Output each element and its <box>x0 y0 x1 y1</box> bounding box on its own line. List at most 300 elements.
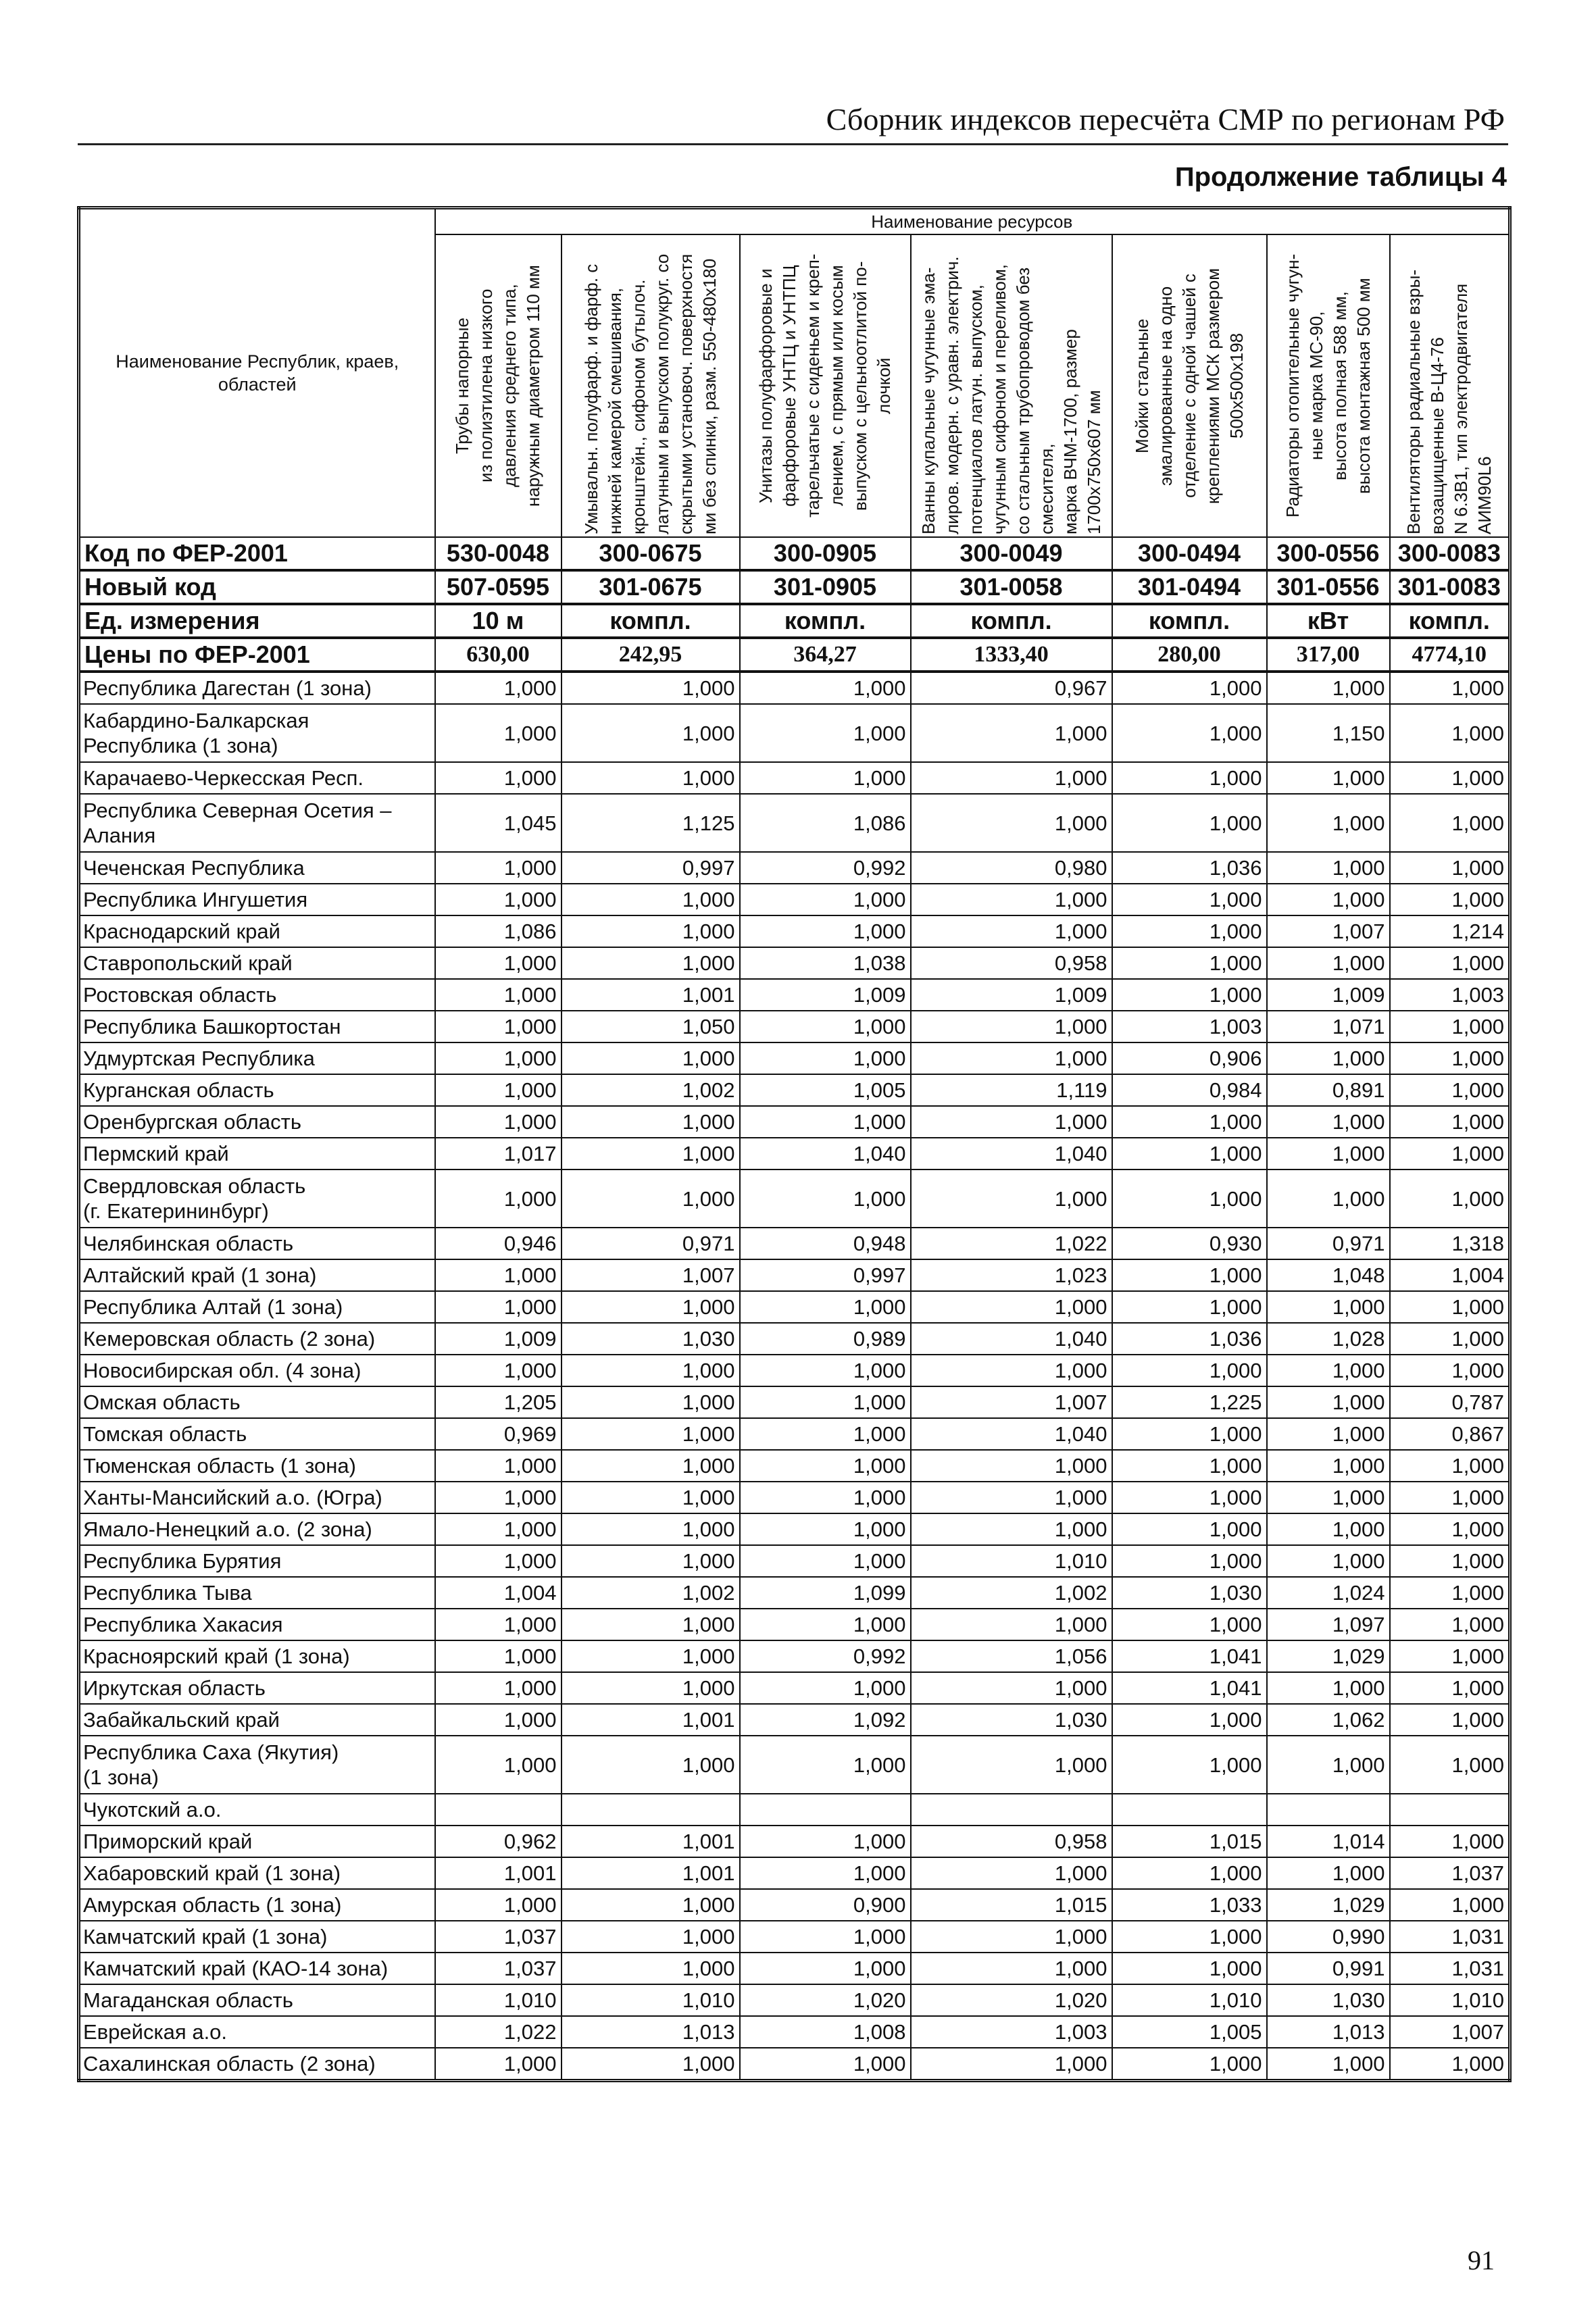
index-value: 0,900 <box>740 1889 911 1921</box>
index-value: 0,867 <box>1390 1418 1510 1450</box>
price-row-value: 242,95 <box>562 638 740 672</box>
index-value: 1,009 <box>1267 979 1390 1011</box>
index-value: 1,031 <box>1390 1921 1510 1953</box>
index-value: 1,000 <box>1390 1704 1510 1736</box>
index-value: 1,000 <box>911 794 1112 852</box>
index-value: 1,031 <box>1390 1953 1510 1984</box>
table-row <box>79 1577 1510 1609</box>
index-value: 1,010 <box>1112 1984 1267 2016</box>
index-value: 1,000 <box>562 762 740 794</box>
table-row <box>79 1736 1510 1794</box>
index-value: 1,000 <box>435 672 562 704</box>
region-name: Краснодарский край <box>79 915 435 947</box>
region-name: Иркутская область <box>79 1672 435 1704</box>
index-value: 1,041 <box>1112 1672 1267 1704</box>
region-name: Удмуртская Республика <box>79 1042 435 1074</box>
index-value <box>911 1794 1112 1826</box>
index-value: 1,000 <box>562 1736 740 1794</box>
index-value: 0,906 <box>1112 1042 1267 1074</box>
region-name: Томская область <box>79 1418 435 1450</box>
index-value: 1,000 <box>1112 704 1267 762</box>
region-name: Хабаровский край (1 зона) <box>79 1857 435 1889</box>
index-value: 1,000 <box>562 1482 740 1513</box>
price-row <box>79 638 1510 672</box>
index-value: 1,000 <box>740 1609 911 1640</box>
index-value: 1,000 <box>1267 884 1390 915</box>
table-row <box>79 1042 1510 1074</box>
region-name: Ямало-Ненецкий а.о. (2 зона) <box>79 1513 435 1545</box>
index-value: 1,000 <box>911 1857 1112 1889</box>
index-value: 1,000 <box>1112 947 1267 979</box>
index-value: 0,990 <box>1267 1921 1390 1953</box>
index-value: 1,000 <box>562 884 740 915</box>
index-value: 0,997 <box>562 852 740 884</box>
index-value: 1,000 <box>1112 762 1267 794</box>
index-value: 1,000 <box>1390 704 1510 762</box>
index-value: 1,000 <box>740 1042 911 1074</box>
index-value: 1,000 <box>740 1482 911 1513</box>
index-value: 1,004 <box>1390 1259 1510 1291</box>
index-value: 1,007 <box>911 1386 1112 1418</box>
index-value: 1,000 <box>1112 1704 1267 1736</box>
code-row-value: 300-0494 <box>1112 537 1267 570</box>
index-value: 1,000 <box>562 1513 740 1545</box>
index-value: 1,000 <box>1267 1106 1390 1138</box>
index-value: 1,002 <box>911 1577 1112 1609</box>
index-value: 0,958 <box>911 947 1112 979</box>
table-row <box>79 1640 1510 1672</box>
region-name: Чукотский а.о. <box>79 1794 435 1826</box>
index-value: 1,036 <box>1112 852 1267 884</box>
index-value: 1,037 <box>435 1921 562 1953</box>
index-value: 1,038 <box>740 947 911 979</box>
index-value: 1,000 <box>1112 1921 1267 1953</box>
index-value: 1,000 <box>1267 1169 1390 1228</box>
index-value <box>1267 1794 1390 1826</box>
unit-row <box>79 604 1510 638</box>
index-value: 1,000 <box>740 915 911 947</box>
table-row <box>79 947 1510 979</box>
table-row <box>79 1106 1510 1138</box>
index-value: 1,005 <box>1112 2016 1267 2048</box>
price-row-value: 630,00 <box>435 638 562 672</box>
index-value: 0,969 <box>435 1418 562 1450</box>
new-code-row-value: 301-0905 <box>740 570 911 604</box>
index-value: 1,007 <box>1267 915 1390 947</box>
index-value: 1,014 <box>1267 1826 1390 1857</box>
region-name: Оренбургская область <box>79 1106 435 1138</box>
index-value: 1,000 <box>740 1545 911 1577</box>
new-code-row-label: Новый код <box>79 570 435 604</box>
index-value: 0,997 <box>740 1259 911 1291</box>
index-value: 1,000 <box>740 1355 911 1386</box>
region-name: Ростовская область <box>79 979 435 1011</box>
index-value: 1,000 <box>1390 852 1510 884</box>
index-value: 1,000 <box>1267 672 1390 704</box>
price-row-value: 317,00 <box>1267 638 1390 672</box>
resource-description: Мойки стальные эмалированные на одно отделение с одной чашей с креплениями МСК размером 500х500х198 <box>1131 268 1247 504</box>
index-value: 1,000 <box>740 1513 911 1545</box>
index-value: 1,000 <box>562 1106 740 1138</box>
index-value: 1,000 <box>740 1418 911 1450</box>
index-value: 1,000 <box>1390 1672 1510 1704</box>
index-value: 0,971 <box>562 1228 740 1259</box>
index-value: 1,000 <box>562 1138 740 1169</box>
index-value: 1,000 <box>1112 1418 1267 1450</box>
table-row <box>79 915 1510 947</box>
index-value: 1,071 <box>1267 1011 1390 1042</box>
index-value: 1,001 <box>562 1704 740 1736</box>
index-value: 1,000 <box>740 1169 911 1228</box>
table-row <box>79 1889 1510 1921</box>
unit-row-value: компл. <box>1390 604 1510 638</box>
region-name: Забайкальский край <box>79 1704 435 1736</box>
table-row <box>79 1545 1510 1577</box>
index-value: 1,009 <box>911 979 1112 1011</box>
index-value: 1,000 <box>911 762 1112 794</box>
index-value: 1,040 <box>911 1418 1112 1450</box>
index-value: 1,003 <box>1112 1011 1267 1042</box>
index-value: 1,030 <box>1267 1984 1390 2016</box>
new-code-row-value: 301-0556 <box>1267 570 1390 604</box>
index-value: 1,050 <box>562 1011 740 1042</box>
index-value: 1,000 <box>1390 1138 1510 1169</box>
price-row-label: Цены по ФЕР-2001 <box>79 638 435 672</box>
index-value: 1,000 <box>740 1450 911 1482</box>
unit-row-value: кВт <box>1267 604 1390 638</box>
index-value: 1,010 <box>435 1984 562 2016</box>
index-value: 1,000 <box>1390 1513 1510 1545</box>
index-value: 0,958 <box>911 1826 1112 1857</box>
resource-column-header <box>911 234 1112 537</box>
table-row <box>79 1513 1510 1545</box>
unit-row-value: компл. <box>911 604 1112 638</box>
index-value: 1,000 <box>1112 1259 1267 1291</box>
index-value: 1,000 <box>1267 1418 1390 1450</box>
index-value <box>1390 1794 1510 1826</box>
regional-index-table <box>77 206 1512 2082</box>
index-value: 1,015 <box>911 1889 1112 1921</box>
index-value: 0,930 <box>1112 1228 1267 1259</box>
index-value: 1,000 <box>911 1355 1112 1386</box>
index-value: 1,000 <box>435 1672 562 1704</box>
table-row <box>79 1984 1510 2016</box>
index-value: 1,000 <box>740 1106 911 1138</box>
index-value: 1,000 <box>911 915 1112 947</box>
index-value: 1,000 <box>911 1953 1112 1984</box>
index-value: 1,000 <box>562 1450 740 1482</box>
index-value: 1,000 <box>435 1889 562 1921</box>
index-value: 1,037 <box>435 1953 562 1984</box>
index-value: 1,000 <box>1112 1355 1267 1386</box>
region-name: Республика Саха (Якутия) (1 зона) <box>79 1736 435 1794</box>
resource-description: Трубы напорные из полиэтилена низкого давления среднего типа, наружным диаметром 110 мм <box>452 265 543 507</box>
index-value: 1,022 <box>911 1228 1112 1259</box>
index-value: 1,000 <box>1390 1169 1510 1228</box>
table-row <box>79 1386 1510 1418</box>
index-value: 1,000 <box>1267 1138 1390 1169</box>
index-value: 1,000 <box>1267 1450 1390 1482</box>
index-value: 1,000 <box>740 1953 911 1984</box>
table-continuation-title: Продолжение таблицы 4 <box>1174 162 1507 192</box>
index-value: 1,000 <box>435 947 562 979</box>
index-value: 0,984 <box>1112 1074 1267 1106</box>
index-value: 1,000 <box>1112 672 1267 704</box>
index-value: 1,000 <box>1267 2048 1390 2081</box>
index-value: 1,041 <box>1112 1640 1267 1672</box>
index-value: 1,000 <box>740 1736 911 1794</box>
index-value: 1,000 <box>911 1609 1112 1640</box>
index-value: 1,000 <box>562 1169 740 1228</box>
index-value: 1,028 <box>1267 1323 1390 1355</box>
index-value: 1,119 <box>911 1074 1112 1106</box>
index-value: 1,000 <box>1112 915 1267 947</box>
index-value: 1,013 <box>562 2016 740 2048</box>
index-value: 1,000 <box>435 2048 562 2081</box>
resource-column-header <box>740 234 911 537</box>
index-value: 1,086 <box>740 794 911 852</box>
index-value: 1,008 <box>740 2016 911 2048</box>
index-value: 1,020 <box>911 1984 1112 2016</box>
index-value: 1,000 <box>1390 1074 1510 1106</box>
index-value: 1,040 <box>911 1323 1112 1355</box>
index-value: 1,000 <box>435 762 562 794</box>
resource-description: Вентиляторы радиальные взры- возащищенные В-Ц4-76 N 6.3В1, тип электродвигателя АИМ90L6 <box>1403 269 1495 534</box>
index-value: 1,214 <box>1390 915 1510 947</box>
index-value: 1,000 <box>1112 794 1267 852</box>
resource-column-header <box>1390 234 1510 537</box>
index-value: 1,001 <box>562 1857 740 1889</box>
new-code-row-value: 507-0595 <box>435 570 562 604</box>
index-value: 1,000 <box>1267 852 1390 884</box>
unit-row-value: компл. <box>740 604 911 638</box>
index-value: 1,000 <box>1390 1106 1510 1138</box>
index-value: 1,000 <box>562 1953 740 1984</box>
index-value: 1,029 <box>1267 1889 1390 1921</box>
resource-column-header <box>435 234 562 537</box>
table-row <box>79 1704 1510 1736</box>
index-value: 1,205 <box>435 1386 562 1418</box>
index-value: 1,000 <box>1267 762 1390 794</box>
region-name: Новосибирская обл. (4 зона) <box>79 1355 435 1386</box>
index-value: 1,007 <box>562 1259 740 1291</box>
index-value: 1,000 <box>740 672 911 704</box>
index-value: 1,000 <box>1267 1386 1390 1418</box>
index-value: 1,000 <box>911 1672 1112 1704</box>
index-value: 1,000 <box>911 1291 1112 1323</box>
index-value: 1,000 <box>911 1921 1112 1953</box>
region-name: Ставропольский край <box>79 947 435 979</box>
region-name: Ханты-Мансийский а.о. (Югра) <box>79 1482 435 1513</box>
index-value: 1,001 <box>562 979 740 1011</box>
index-value: 1,000 <box>435 1011 562 1042</box>
code-row <box>79 537 1510 570</box>
index-value: 1,000 <box>1390 884 1510 915</box>
index-value: 1,001 <box>562 1826 740 1857</box>
region-name: Амурская область (1 зона) <box>79 1889 435 1921</box>
index-value: 1,000 <box>435 1291 562 1323</box>
index-value: 1,013 <box>1267 2016 1390 2048</box>
unit-row-value: компл. <box>562 604 740 638</box>
index-value: 1,003 <box>1390 979 1510 1011</box>
index-value: 1,000 <box>562 2048 740 2081</box>
index-value: 1,000 <box>1112 1953 1267 1984</box>
page-number: 91 <box>1468 2245 1495 2275</box>
index-value: 0,991 <box>1267 1953 1390 1984</box>
table-row <box>79 1228 1510 1259</box>
resources-group-header: Наименование ресурсов <box>435 208 1510 235</box>
index-value: 1,010 <box>911 1545 1112 1577</box>
index-value: 1,099 <box>740 1577 911 1609</box>
index-value: 1,000 <box>1112 1609 1267 1640</box>
index-value: 1,000 <box>1112 1291 1267 1323</box>
region-name: Кабардино-Балкарская Республика (1 зона) <box>79 704 435 762</box>
index-value: 0,891 <box>1267 1074 1390 1106</box>
table-row <box>79 1450 1510 1482</box>
new-code-row-value: 301-0058 <box>911 570 1112 604</box>
index-value: 1,000 <box>1390 2048 1510 2081</box>
index-value: 1,000 <box>435 852 562 884</box>
index-value: 1,010 <box>1390 1984 1510 2016</box>
code-row-label: Код по ФЕР-2001 <box>79 537 435 570</box>
table-row <box>79 852 1510 884</box>
index-value: 1,000 <box>435 1042 562 1074</box>
index-value: 1,000 <box>911 1450 1112 1482</box>
region-name: Челябинская область <box>79 1228 435 1259</box>
table-row <box>79 979 1510 1011</box>
table-row <box>79 2048 1510 2081</box>
region-name: Карачаево-Черкесская Респ. <box>79 762 435 794</box>
region-name: Омская область <box>79 1386 435 1418</box>
index-value: 1,000 <box>435 1169 562 1228</box>
index-value: 1,000 <box>1390 1011 1510 1042</box>
table-row <box>79 1921 1510 1953</box>
index-value: 1,000 <box>1390 1889 1510 1921</box>
index-value: 1,000 <box>740 884 911 915</box>
index-value: 1,318 <box>1390 1228 1510 1259</box>
table-row <box>79 1672 1510 1704</box>
header-rule <box>78 143 1508 145</box>
region-name: Приморский край <box>79 1826 435 1857</box>
code-row-value: 300-0556 <box>1267 537 1390 570</box>
resource-column-header <box>1267 234 1390 537</box>
index-value: 1,000 <box>562 1042 740 1074</box>
index-value: 1,030 <box>1112 1577 1267 1609</box>
index-value: 1,000 <box>911 1106 1112 1138</box>
region-name: Камчатский край (1 зона) <box>79 1921 435 1953</box>
resource-description: Унитазы полуфарфоровые и фарфоровые УНТЦ и УНТПЦ тарельчатые с сиденьем и креп- лением, с прямым или косым выпуском с цельноотлитой по- лочкой <box>755 253 894 518</box>
table-row <box>79 794 1510 852</box>
index-value: 1,000 <box>1267 1513 1390 1545</box>
table-row <box>79 672 1510 704</box>
table-row <box>79 1857 1510 1889</box>
index-value: 1,000 <box>1112 1138 1267 1169</box>
index-value <box>740 1794 911 1826</box>
index-value: 1,000 <box>911 1011 1112 1042</box>
index-value: 1,000 <box>562 1640 740 1672</box>
region-column-header: Наименование Республик, краев, областей <box>79 208 435 538</box>
running-head: Сборник индексов пересчёта СМР по регионам РФ <box>826 102 1505 136</box>
index-value: 1,000 <box>435 1513 562 1545</box>
table-row <box>79 1418 1510 1450</box>
index-value: 1,000 <box>1112 1736 1267 1794</box>
index-value: 1,000 <box>1267 1291 1390 1323</box>
index-value: 1,150 <box>1267 704 1390 762</box>
index-value <box>435 1794 562 1826</box>
table-row <box>79 1794 1510 1826</box>
index-value: 1,000 <box>1390 1042 1510 1074</box>
index-value: 1,000 <box>435 1609 562 1640</box>
table-row <box>79 1169 1510 1228</box>
index-value: 0,992 <box>740 1640 911 1672</box>
index-value: 1,000 <box>740 1826 911 1857</box>
index-value: 1,000 <box>1267 1355 1390 1386</box>
index-value: 1,000 <box>911 1736 1112 1794</box>
index-value: 1,125 <box>562 794 740 852</box>
index-value: 1,045 <box>435 794 562 852</box>
index-value: 1,000 <box>562 1889 740 1921</box>
index-value: 1,000 <box>1112 884 1267 915</box>
code-row-value: 300-0049 <box>911 537 1112 570</box>
index-value: 1,086 <box>435 915 562 947</box>
region-name: Магаданская область <box>79 1984 435 2016</box>
index-value: 1,010 <box>562 1984 740 2016</box>
table-row <box>79 2016 1510 2048</box>
index-value: 1,056 <box>911 1640 1112 1672</box>
index-value: 1,000 <box>911 1513 1112 1545</box>
index-value: 1,000 <box>1112 1450 1267 1482</box>
resource-description: Умывальн. полуфарф. и фарф. с нижней камерой смешивания, кронштейн., сифоном бутылоч. латунным и выпуском полукруг. со скрытыми установоч. поверхностя ми без спинки, разм. 550-480х180 <box>580 253 720 534</box>
table-row <box>79 1323 1510 1355</box>
index-value: 1,001 <box>435 1857 562 1889</box>
index-value: 1,000 <box>740 1672 911 1704</box>
region-name: Свердловская область (г. Екатерининбург) <box>79 1169 435 1228</box>
index-value: 1,048 <box>1267 1259 1390 1291</box>
index-value: 1,029 <box>1267 1640 1390 1672</box>
index-value: 1,000 <box>562 947 740 979</box>
index-value <box>562 1794 740 1826</box>
index-value: 1,000 <box>1390 947 1510 979</box>
region-name: Еврейская а.о. <box>79 2016 435 2048</box>
index-value: 1,000 <box>740 1857 911 1889</box>
index-value: 1,000 <box>740 1011 911 1042</box>
index-value: 1,000 <box>562 1418 740 1450</box>
index-value: 1,000 <box>1390 762 1510 794</box>
index-value: 1,000 <box>911 2048 1112 2081</box>
index-value: 0,980 <box>911 852 1112 884</box>
index-value: 1,005 <box>740 1074 911 1106</box>
unit-row-value: компл. <box>1112 604 1267 638</box>
index-value: 1,036 <box>1112 1323 1267 1355</box>
index-value: 0,992 <box>740 852 911 884</box>
index-value: 1,000 <box>1390 1640 1510 1672</box>
index-value: 1,000 <box>740 1291 911 1323</box>
region-name: Тюменская область (1 зона) <box>79 1450 435 1482</box>
index-value: 1,000 <box>1390 1355 1510 1386</box>
index-value: 1,004 <box>435 1577 562 1609</box>
region-name: Республика Ингушетия <box>79 884 435 915</box>
index-value: 1,000 <box>435 1736 562 1794</box>
new-code-row <box>79 570 1510 604</box>
index-value: 0,971 <box>1267 1228 1390 1259</box>
table-row <box>79 762 1510 794</box>
index-value: 1,000 <box>1112 1482 1267 1513</box>
index-value: 1,000 <box>1267 1857 1390 1889</box>
region-name: Республика Алтай (1 зона) <box>79 1291 435 1323</box>
index-value: 1,000 <box>435 1482 562 1513</box>
code-row-value: 300-0083 <box>1390 537 1510 570</box>
index-value: 1,000 <box>1112 1857 1267 1889</box>
